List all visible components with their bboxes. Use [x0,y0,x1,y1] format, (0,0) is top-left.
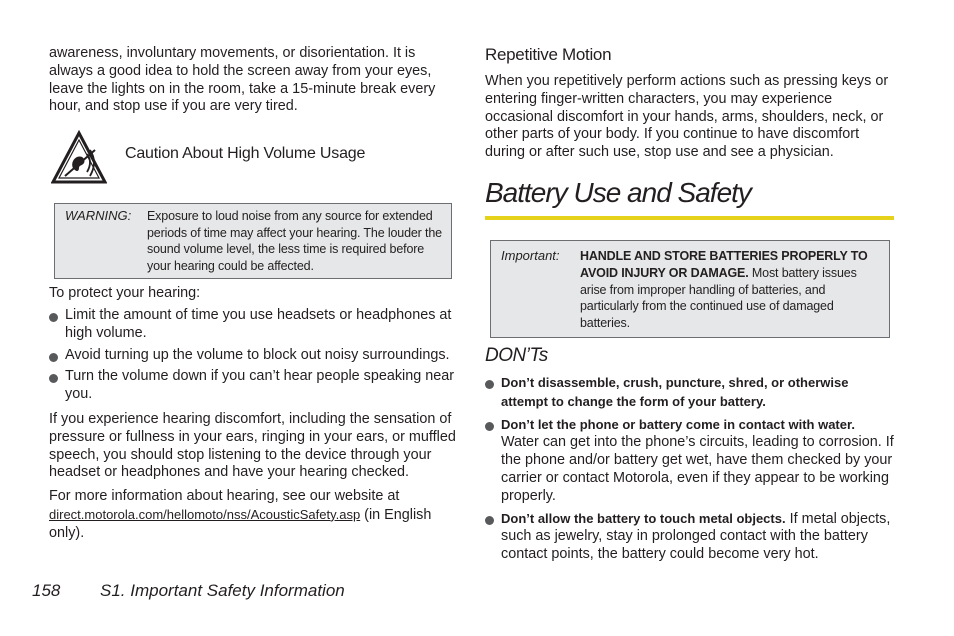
repetitive-motion-text: When you repetitively perform actions such as pressing keys or entering finger-written characters, you may experience occasional discomfort in your hands, arms, shoulders, neck, or other parts of your body. If you continue to have discomfort during or after such use, stop use and see a physician. [485,73,889,161]
warning-label: WARNING: [65,208,132,223]
more-info-prefix: For more information about hearing, see our website at [49,488,400,504]
list-item [485,510,895,564]
page-footer [32,581,345,601]
dont-bold: Don’t disassemble, crush, puncture, shred, or otherwise attempt to change the form of your battery. [501,375,849,409]
bullet-icon [49,313,58,322]
acoustic-safety-link[interactable]: direct.motorola.com/hellomoto/nss/AcousticSafety.asp [49,506,361,522]
important-text [580,248,882,332]
bullet-icon [49,374,58,383]
list-item [485,374,895,412]
list-item [49,307,459,343]
bullet-icon [485,516,494,525]
warning-box [54,203,452,279]
bullet-icon [485,422,494,431]
page-number: 158 [32,581,61,600]
title-rule [485,216,894,220]
dont-text: If metal objects, such as jewelry, stay in prolonged contact with the battery contact points, the battery could become very hot. [501,510,891,563]
donts-bullets [485,374,895,568]
bullet-icon [485,380,494,389]
list-item [485,416,895,506]
discomfort-paragraph: If you experience hearing discomfort, including the sensation of pressure or fullness in your ears, ringing in your ears, or muffled speech, you should stop listening to the device through your headset or headphones and have your hearing checked. [49,411,456,481]
important-box [490,240,890,338]
donts-heading: DON’Ts [485,345,548,366]
important-label: Important: [501,248,560,263]
intro-paragraph: awareness, involuntary movements, or disorientation. It is always a good idea to hold the screen away from your eyes, leave the lights on in the room, take a 15-minute break every hour, and stop use if you are very tired. [49,45,436,115]
list-item [49,347,459,365]
caution-title: Caution About High Volume Usage [125,145,366,162]
list-item [49,368,459,404]
important-body: Most battery issues arise from improper handling of batteries, and particularly from the continued use of damaged batteries. [580,265,857,331]
list-item-text: Turn the volume down if you can’t hear people speaking near you. [65,368,455,403]
dont-text: Water can get into the phone’s circuits, leading to corrosion. If the phone and/or battery get wet, have them checked by your carrier or contact Motorola, even if they appear to be working properly. [501,434,894,504]
dont-bold: Don’t allow the battery to touch metal objects. [501,510,786,526]
list-item-text: Avoid turning up the volume to block out noisy surroundings. [65,346,450,363]
bullet-icon [49,353,58,362]
page-title: Battery Use and Safety [485,177,751,208]
repetitive-motion-heading: Repetitive Motion [485,45,612,64]
list-item-text: Limit the amount of time you use headsets or headphones at high volume. [65,307,452,341]
more-info-suffix: (in English only). [49,506,432,541]
hearing-bullets [49,307,459,408]
footer-section: S1. Important Safety Information [100,581,345,600]
protect-intro: To protect your hearing: [49,285,201,301]
warning-text: Exposure to loud noise from any source for extended periods of time may affect your hearing. The louder the sound volume level, the less time is required before your hearing could be affected. [147,209,442,273]
caution-heading [51,130,451,186]
dont-bold: Don’t let the phone or battery come in contact with water. [501,416,855,432]
hearing-warning-triangle-icon [51,130,107,186]
more-info-paragraph [49,488,457,542]
important-bold: HANDLE AND STORE BATTERIES PROPERLY TO AVOID INJURY OR DAMAGE. [580,249,868,280]
